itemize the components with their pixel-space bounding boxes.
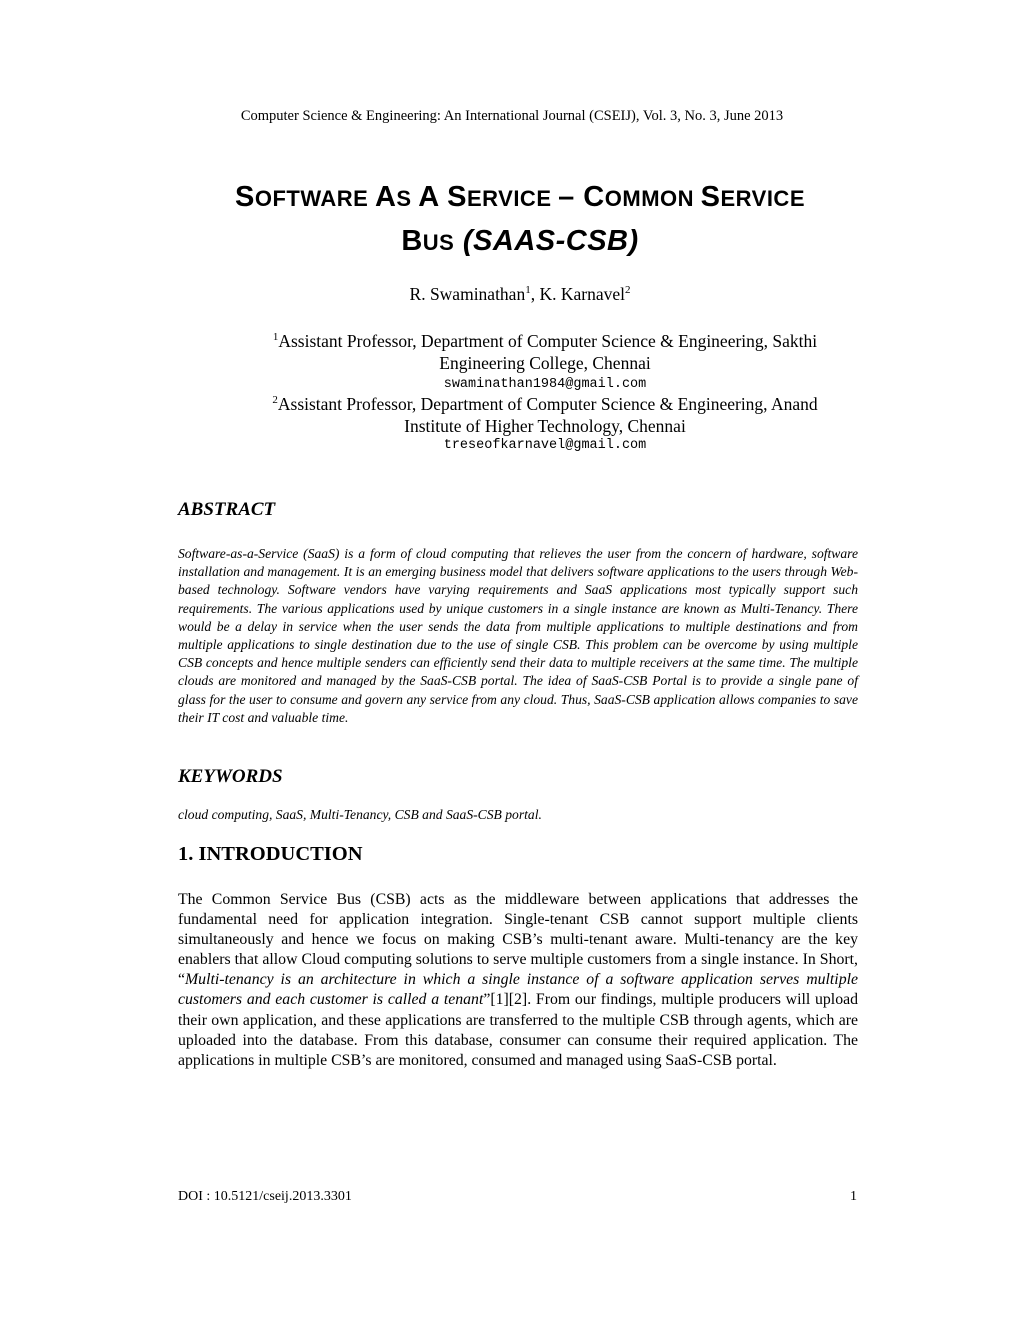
title-word: OFTWARE xyxy=(254,186,375,211)
affiliation-mark: 2 xyxy=(272,394,278,407)
footer-doi: DOI : 10.5121/cseij.2013.3301 xyxy=(178,1189,352,1204)
intro-text-part: The Common Service Bus (CSB) acts as the middleware between applications that addresses the fundamental need for application integration. Single-tenant CSB cannot support multiple clients simultaneously and hence we focus on making CSB’s multi-tenant aware. Multi-tenancy are the key enablers that allow Cloud computing solutions to serve multiple customers from a single instance. In Short, “ xyxy=(178,891,858,989)
title-line-2 xyxy=(140,220,900,264)
title-acronym: (SAAS-CSB) xyxy=(462,225,639,257)
affiliation-line: Assistant Professor, Department of Computer Science & Engineering, Anand xyxy=(277,394,818,414)
title-letter: A xyxy=(418,181,448,213)
affiliation-line: Institute of Higher Technology, Chennai xyxy=(404,416,686,436)
author-affiliation-mark: 2 xyxy=(624,284,631,297)
title-letter: A xyxy=(374,181,397,213)
title-word: S xyxy=(396,186,419,211)
section-heading-introduction: 1. INTRODUCTION xyxy=(178,843,363,865)
journal-running-head: Computer Science & Engineering: An International Journal (CSEIJ), Vol. 3, No. 3, June 2013 xyxy=(240,108,784,124)
affiliation-line: Engineering College, Chennai xyxy=(439,353,651,373)
keywords-heading: KEYWORDS xyxy=(178,766,283,787)
title-word: ERVICE xyxy=(466,186,559,211)
title-word: US xyxy=(422,230,455,255)
abstract-body: Software-as-a-Service (SaaS) is a form of cloud computing that relieves the user from the concern of hardware, software installation and management. It is an emerging business model that delivers software applications to the users through Web-based technology. Software vendors have varying requirements and SaaS applications most typically support such requirements. The various applications used by unique customers in a single instance are known as Multi-Tenancy. There would be a delay in service when the user sends the data from multiple applications to multiple destinations and from multiple applications to single destination due to the use of single CSB. This problem can be overcome by using multiple CSB concepts and hence multiple senders can efficiently send their data to multiple receivers at the same time. The multiple clouds are monitored and managed by the SaaS-CSB portal. The idea of SaaS-CSB Portal is to provide a single pane of glass for the user to consume and govern any service from any cloud. Thus, SaaS-CSB application allows companies to save their IT cost and valuable time. xyxy=(178,546,858,725)
title-letter: S xyxy=(700,181,721,213)
title-letter: B xyxy=(401,225,423,257)
affiliation-mark: 1 xyxy=(272,331,279,344)
author-list xyxy=(0,284,1024,305)
affiliation-1 xyxy=(200,330,890,374)
keywords-body: cloud computing, SaaS, Multi-Tenancy, CSB and SaaS-CSB portal. xyxy=(178,807,542,822)
author-affiliation-mark: 1 xyxy=(525,284,531,297)
affiliation-line: Assistant Professor, Department of Computer Science & Engineering, Sakthi xyxy=(278,331,818,351)
author-separator: , xyxy=(530,284,540,304)
intro-text-part: ”[1][2]. From our findings, multiple producers will upload their own application, and these applications are transferred to the multiple CSB through agents, which are uploaded into the database. From this database, consumer can consume their required application. The applications in multiple CSB’s are monitored, consumed and managed using SaaS-CSB portal. xyxy=(178,991,858,1069)
title-letter: S xyxy=(447,181,467,213)
affiliation-2 xyxy=(200,393,890,437)
author-email: swaminathan1984@gmail.com xyxy=(443,377,647,392)
title-dash: – xyxy=(558,181,584,213)
author-name: R. Swaminathan xyxy=(409,284,526,304)
title-word: OMMON xyxy=(604,186,701,211)
title-word: ERVICE xyxy=(720,186,805,211)
author-email: treseofkarnavel@gmail.com xyxy=(443,438,647,453)
page-number: 1 xyxy=(850,1189,857,1204)
paper-title xyxy=(140,176,900,264)
title-letter: C xyxy=(583,181,605,213)
author-name: K. Karnavel xyxy=(539,284,625,304)
introduction-body xyxy=(178,890,858,1071)
title-letter: S xyxy=(235,181,255,213)
abstract-heading: ABSTRACT xyxy=(178,499,276,520)
intro-quote: Multi-tenancy is an architecture in which a single instance of a software application serves multiple customers and each customer is called a tenant xyxy=(178,971,858,1009)
title-line-1 xyxy=(140,176,900,220)
